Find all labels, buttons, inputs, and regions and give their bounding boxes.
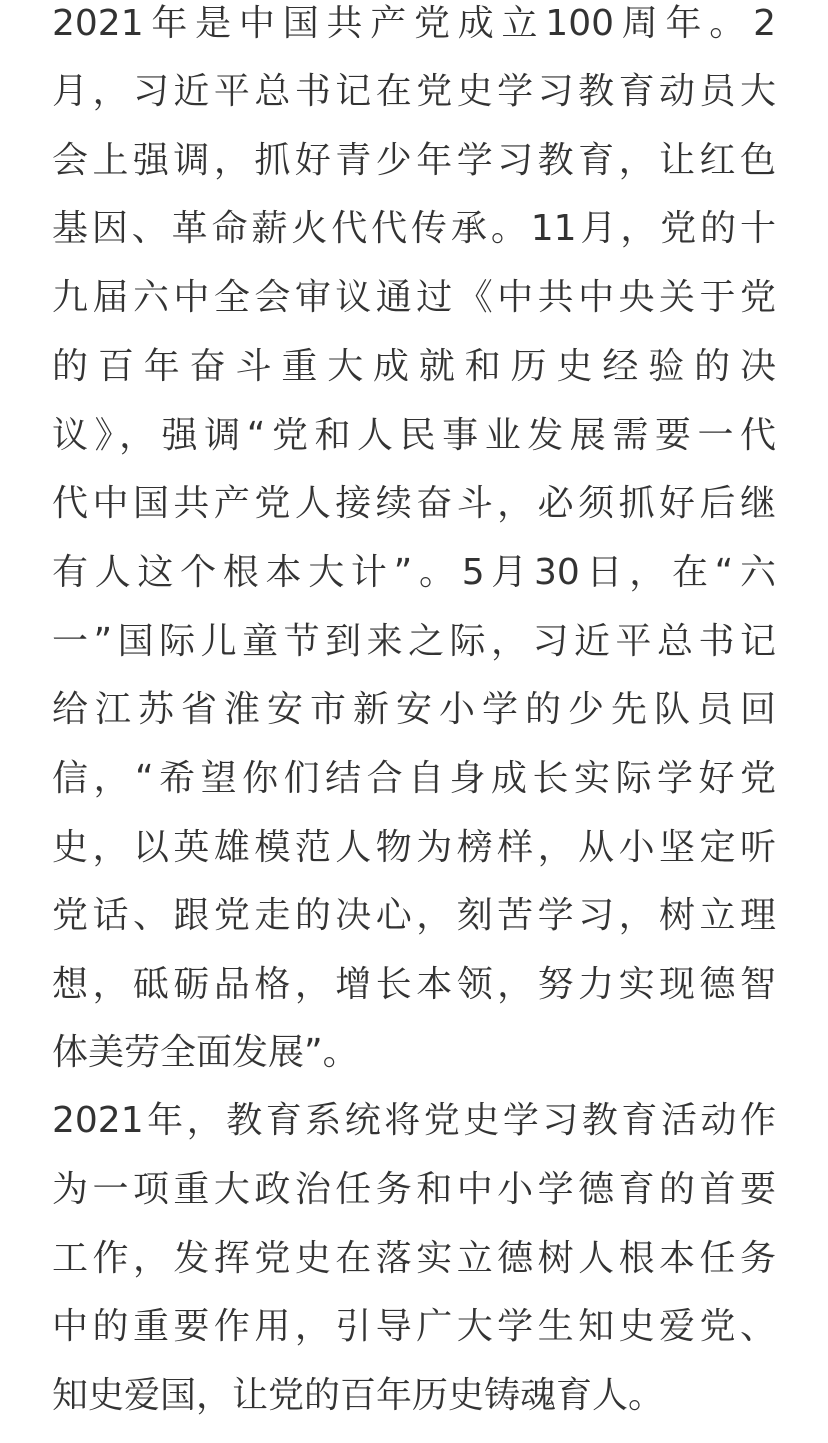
- paragraph-line: 议》，强调“党和人民事业发展需要一代: [52, 415, 776, 456]
- paragraph-line: 有人这个根本大计”。5月30日，在“六: [52, 552, 776, 593]
- paragraph-line: 想，砥砺品格，增长本领，努力实现德智: [52, 964, 776, 1005]
- paragraph-line: 工作，发挥党史在落实立德树人根本任务: [52, 1238, 776, 1279]
- paragraph-line: 体美劳全面发展”。: [52, 1032, 359, 1073]
- paragraph-line: 给江苏省淮安市新安小学的少先队员回: [52, 689, 776, 730]
- paragraph-line: 2021年，教育系统将党史学习教育活动作: [52, 1100, 776, 1141]
- paragraph-line: 基因、革命薪火代代传承。11月，党的十: [52, 208, 776, 249]
- paragraph-line: 知史爱国，让党的百年历史铸魂育人。: [52, 1375, 665, 1416]
- paragraph-line: 信，“希望你们结合自身成长实际学好党: [52, 758, 776, 799]
- paragraph-line: 2021年是中国共产党成立100周年。2: [52, 3, 776, 44]
- paragraph-line: 的百年奋斗重大成就和历史经验的决: [52, 346, 776, 387]
- paragraph-line: 史，以英雄模范人物为榜样，从小坚定听: [52, 827, 776, 868]
- paragraph-line: 一”国际儿童节到来之际，习近平总书记: [52, 621, 776, 662]
- paragraph-line: 会上强调，抓好青少年学习教育，让红色: [52, 140, 776, 181]
- paragraph-line: 为一项重大政治任务和中小学德育的首要: [52, 1169, 776, 1210]
- paragraph-line: 九届六中全会审议通过《中共中央关于党: [52, 277, 776, 318]
- paragraph-line: 中的重要作用，引导广大学生知史爱党、: [52, 1306, 776, 1347]
- paragraph-line: 月，习近平总书记在党史学习教育动员大: [52, 71, 776, 112]
- paragraph-line: 代中国共产党人接续奋斗，必须抓好后继: [52, 483, 776, 524]
- paragraph-line: 党话、跟党走的决心，刻苦学习，树立理: [52, 895, 776, 936]
